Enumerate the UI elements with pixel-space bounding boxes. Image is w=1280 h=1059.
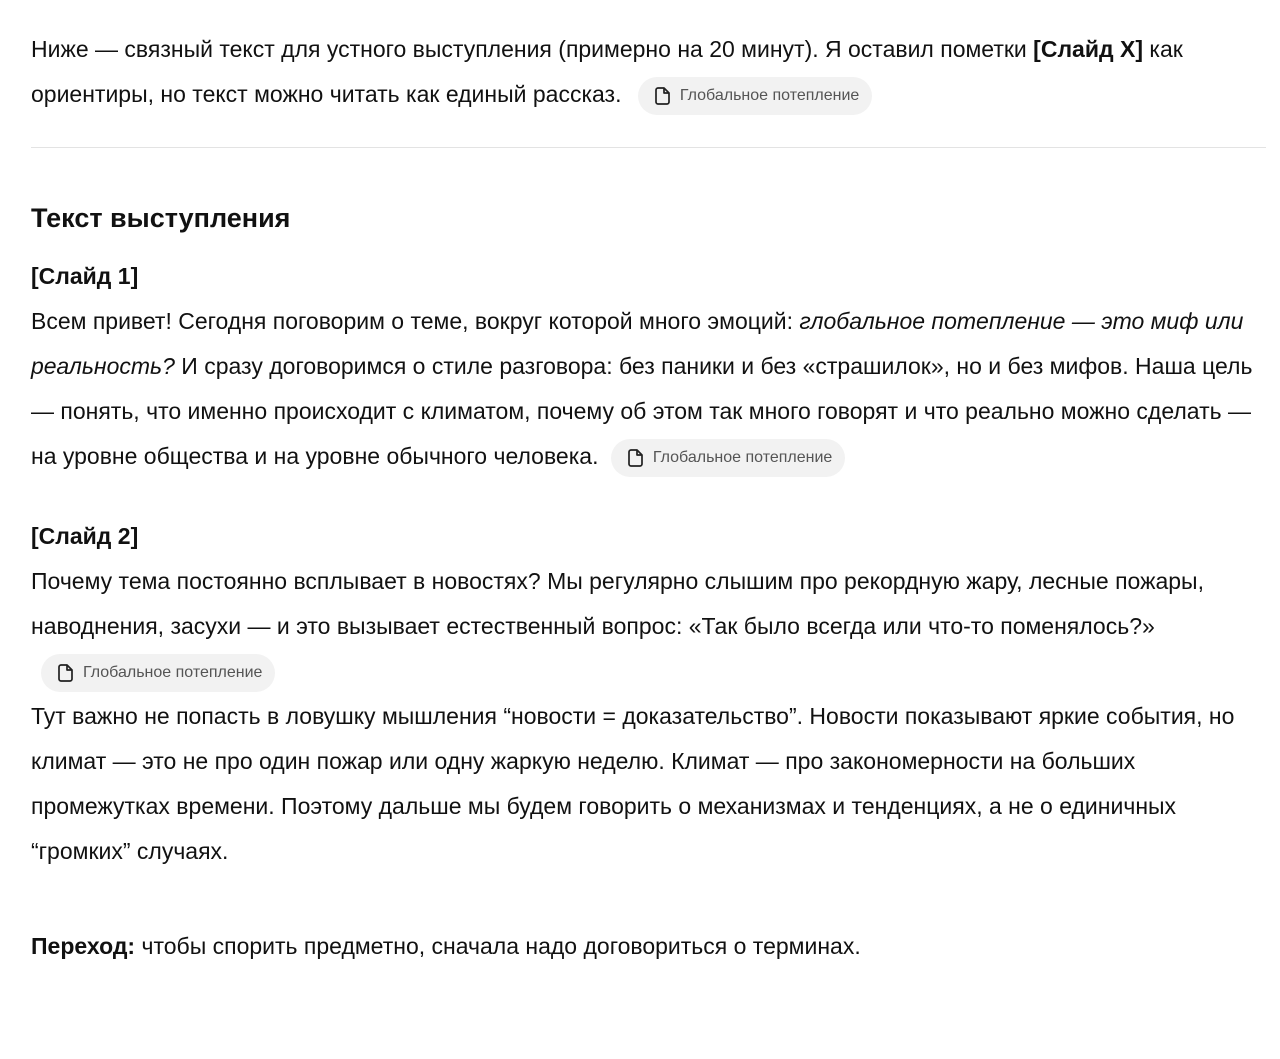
section-heading: Текст выступления xyxy=(31,203,291,233)
transition-label: Переход: xyxy=(31,933,136,959)
source-chip[interactable] xyxy=(41,654,275,692)
transition-paragraph xyxy=(31,924,1266,969)
document xyxy=(31,27,1266,969)
slide-2-text: Почему тема постоянно всплывает в новостях? Мы регулярно слышим про рекордную жару, лесные пожары, наводнения, засухи — и это вызывает естественный вопрос: «Так было всегда или что-то поменялось?» xyxy=(31,568,1204,639)
intro-text-2: как ориентиры, но текст можно читать как единый рассказ. xyxy=(31,36,1183,107)
divider xyxy=(31,147,1266,148)
slide-2-label: [Слайд 2] xyxy=(31,523,139,549)
slide-1-text-2: И сразу договоримся о стиле разговора: без паники и без «страшилок», но и без мифов. Наша цель — понять, что именно происходит с климатом, почему об этом так много говорят и что реально можно сделать — на уровне общества и на уровне обычного человека. xyxy=(31,353,1253,469)
slide-2-paragraph-2: Тут важно не попасть в ловушку мышления “новости = доказательство”. Новости показывают яркие события, но климат — это не про один пожар или одну жаркую неделю. Климат — про закономерности на больших промежутках времени. Поэтому дальше мы будем говорить о механизмах и тенденциях, а не о единичных “громких” случаях. xyxy=(31,703,1235,864)
transition-text: чтобы спорить предметно, сначала надо договориться о терминах. xyxy=(135,933,861,959)
slide-1-paragraph xyxy=(31,299,1266,479)
source-chip-label: Глобальное потепление xyxy=(83,663,263,681)
source-chip[interactable] xyxy=(611,439,845,477)
slide-1-label: [Слайд 1] xyxy=(31,263,139,289)
source-chip-label: Глобальное потепление xyxy=(679,86,860,104)
document-icon xyxy=(654,86,672,106)
source-chip-label: Глобальное потепление xyxy=(652,448,833,466)
slide-1-text: Всем привет! Сегодня поговорим о теме, вокруг которой много эмоций: xyxy=(31,308,800,334)
slide-2-paragraph-1 xyxy=(31,559,1266,694)
document-icon xyxy=(57,663,75,683)
intro-text: Ниже — связный текст для устного выступления (примерно на 20 минут). Я оставил пометки xyxy=(31,36,1034,62)
intro-paragraph xyxy=(31,27,1266,117)
slide-1-italic: глобальное потепление — это миф или реальность? xyxy=(31,308,1244,379)
source-chip[interactable] xyxy=(638,77,872,115)
intro-bold: [Слайд X] xyxy=(1033,36,1143,62)
document-icon xyxy=(627,448,645,468)
